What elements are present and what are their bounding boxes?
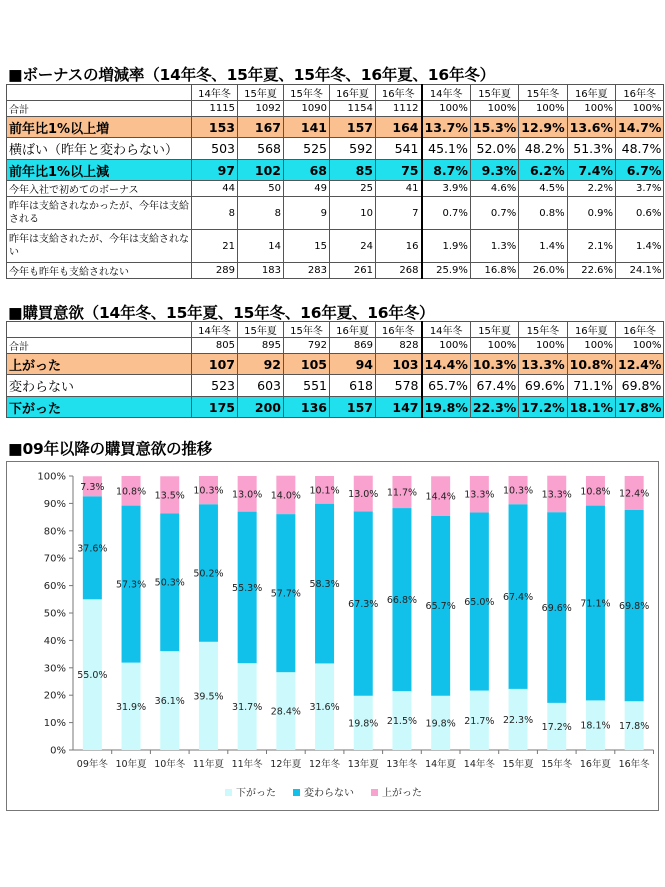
table-cell: 1092 [238,101,284,117]
column-header: 14年冬 [192,85,238,101]
table-cell: 618 [330,375,376,397]
table-cell: 805 [192,338,238,354]
table-cell: 24.1% [616,263,664,279]
column-header: 14年冬 [192,322,238,338]
column-header: 15年冬 [519,322,567,338]
table-cell: 12.9% [519,117,567,138]
table-cell: 14 [238,230,284,263]
table-header-row [7,322,664,338]
table-cell: 48.7% [616,138,664,160]
column-header: 16年夏 [567,85,615,101]
table-cell: 10.3% [470,354,518,375]
data-label: 10.3% [502,485,534,497]
table-cell: 1112 [376,101,422,117]
data-label: 19.8% [425,718,456,730]
y-tick-label: 10% [43,718,66,730]
table-cell: 15.3% [470,117,518,138]
data-label: 10.8% [580,486,611,498]
data-label: 14.0% [270,490,301,502]
table-cell: 164 [376,117,422,138]
data-label: 28.4% [270,706,301,718]
data-label: 39.5% [193,691,224,703]
table-cell: 578 [376,375,422,397]
legend-label: 変わらない [304,788,354,799]
table-row [7,354,664,375]
table-cell: 67.4% [470,375,518,397]
x-tick-label: 12年夏 [270,759,302,770]
data-label: 65.0% [464,596,495,608]
y-tick-label: 80% [43,526,66,538]
x-tick-label: 14年冬 [463,759,495,770]
data-label: 22.3% [502,714,534,726]
table-header-row [7,85,664,101]
x-tick-label: 10年夏 [115,759,147,770]
table-cell: 175 [192,397,238,418]
table-cell: 3.7% [616,181,664,197]
data-label: 71.1% [580,598,611,610]
table-cell: 157 [330,117,376,138]
column-header: 16年冬 [616,322,664,338]
table-cell: 45.1% [422,138,471,160]
x-tick-label: 11年冬 [231,759,263,770]
bonus-table [6,84,664,279]
table-cell: 1090 [284,101,330,117]
x-tick-label: 15年冬 [541,759,573,770]
data-label: 67.4% [502,592,534,604]
table-cell: 2.2% [567,181,615,197]
y-tick-label: 40% [43,635,66,647]
table-cell: 105 [284,354,330,375]
data-label: 36.1% [154,696,185,708]
x-tick-label: 13年夏 [347,759,379,770]
data-label: 66.8% [386,595,418,607]
column-header: 15年夏 [238,85,284,101]
table-cell: 568 [238,138,284,160]
table-cell: 15 [284,230,330,263]
data-label: 11.7% [386,487,418,499]
table-cell: 0.7% [422,197,471,230]
data-label: 10.1% [309,485,340,497]
table-cell: 541 [376,138,422,160]
table-cell: 100% [470,101,518,117]
table-cell: 6.2% [519,160,567,181]
table-cell: 100% [422,338,471,354]
data-label: 21.5% [386,716,418,728]
table-cell: 153 [192,117,238,138]
column-header: 15年夏 [470,322,518,338]
table-cell: 8.7% [422,160,471,181]
data-label: 13.5% [154,490,185,502]
table-cell: 603 [238,375,284,397]
table-cell: 16.8% [470,263,518,279]
table-row [7,375,664,397]
column-header: 15年夏 [470,85,518,101]
table-cell: 3.9% [422,181,471,197]
table-cell: 1154 [330,101,376,117]
x-tick-label: 13年冬 [386,759,418,770]
column-header: 15年冬 [284,322,330,338]
column-header: 16年冬 [376,85,422,101]
data-label: 18.1% [580,720,611,732]
table-cell: 65.7% [422,375,471,397]
data-label: 19.8% [348,718,379,730]
table-row [7,197,664,230]
y-tick-label: 90% [43,498,66,510]
data-label: 17.8% [619,721,650,733]
x-tick-label: 11年夏 [192,759,224,770]
x-tick-label: 16年冬 [618,759,650,770]
table-cell: 828 [376,338,422,354]
table-cell: 13.3% [519,354,567,375]
column-header: 15年夏 [238,322,284,338]
table-cell: 136 [284,397,330,418]
table-cell: 6.7% [616,160,664,181]
purchase-title: ■購買意欲（14年冬、15年夏、15年冬、16年夏、16年冬） [8,304,435,322]
table-cell: 71.1% [567,375,615,397]
table-cell: 26.0% [519,263,567,279]
table-cell: 4.5% [519,181,567,197]
table-cell: 97 [192,160,238,181]
table-cell: 18.1% [567,397,615,418]
table-cell: 107 [192,354,238,375]
row-label: 今年入社で初めてのボーナス [7,181,192,197]
data-label: 69.8% [619,601,650,613]
row-label: 昨年は支給されなかったが、今年は支給される [7,197,192,230]
x-tick-label: 12年冬 [309,759,341,770]
table-cell: 9 [284,197,330,230]
legend-swatch [293,789,300,796]
table-cell: 261 [330,263,376,279]
header-corner [7,322,192,338]
row-label: 今年も昨年も支給されない [7,263,192,279]
data-label: 31.9% [115,701,147,713]
table-cell: 1.4% [616,230,664,263]
table-cell: 22.3% [470,397,518,418]
data-label: 13.3% [464,489,495,501]
table-cell: 24 [330,230,376,263]
data-label: 65.7% [425,601,456,613]
table-cell: 17.8% [616,397,664,418]
table-cell: 167 [238,117,284,138]
table-cell: 14.7% [616,117,664,138]
table-cell: 200 [238,397,284,418]
table-cell: 100% [519,338,567,354]
table-cell: 44 [192,181,238,197]
table-row [7,181,664,197]
data-label: 13.3% [541,489,572,501]
table-cell: 12.4% [616,354,664,375]
table-cell: 8 [192,197,238,230]
trend-chart-svg [7,462,658,810]
table-cell: 0.9% [567,197,615,230]
data-label: 58.3% [309,579,340,591]
bonus-title: ■ボーナスの増減率（14年冬、15年夏、15年冬、16年夏、16年冬） [8,66,495,84]
table-cell: 17.2% [519,397,567,418]
table-cell: 157 [330,397,376,418]
y-tick-label: 20% [43,690,66,702]
row-label: 合計 [7,338,192,354]
y-tick-label: 0% [50,745,66,757]
table-cell: 94 [330,354,376,375]
table-cell: 100% [616,101,664,117]
table-cell: 48.2% [519,138,567,160]
table-cell: 49 [284,181,330,197]
table-cell: 1.3% [470,230,518,263]
table-cell: 503 [192,138,238,160]
table-cell: 183 [238,263,284,279]
table-cell: 792 [284,338,330,354]
x-tick-label: 09年冬 [76,759,108,770]
table-cell: 100% [567,338,615,354]
table-cell: 283 [284,263,330,279]
data-label: 55.0% [77,670,108,682]
data-label: 14.4% [425,491,456,503]
data-label: 67.3% [348,599,379,611]
table-cell: 1115 [192,101,238,117]
data-label: 57.7% [270,588,301,600]
table-cell: 147 [376,397,422,418]
data-label: 31.6% [309,702,340,714]
table-cell: 41 [376,181,422,197]
data-label: 13.0% [348,489,379,501]
table-cell: 14.4% [422,354,471,375]
legend-swatch [225,789,232,796]
data-label: 7.3% [80,481,105,493]
table-row [7,338,664,354]
table-cell: 9.3% [470,160,518,181]
data-label: 13.0% [232,489,263,501]
table-cell: 0.8% [519,197,567,230]
trend-chart [6,461,659,811]
data-label: 57.3% [115,579,147,591]
table-row [7,263,664,279]
purchase-table [6,321,664,418]
table-cell: 1.4% [519,230,567,263]
table-cell: 51.3% [567,138,615,160]
table-cell: 4.6% [470,181,518,197]
table-cell: 10 [330,197,376,230]
table-cell: 52.0% [470,138,518,160]
table-cell: 0.6% [616,197,664,230]
table-cell: 289 [192,263,238,279]
table-cell: 25 [330,181,376,197]
table-row [7,230,664,263]
table-cell: 7 [376,197,422,230]
data-label: 37.6% [77,543,108,555]
x-tick-label: 10年冬 [154,759,186,770]
data-label: 21.7% [464,715,495,727]
table-cell: 10.8% [567,354,615,375]
table-cell: 551 [284,375,330,397]
table-cell: 25.9% [422,263,471,279]
row-label: 横ばい（昨年と変わらない） [7,138,192,160]
table-cell: 103 [376,354,422,375]
table-row [7,101,664,117]
table-cell: 16 [376,230,422,263]
table-cell: 69.6% [519,375,567,397]
row-label: 合計 [7,101,192,117]
table-row [7,117,664,138]
data-label: 55.3% [232,582,263,594]
row-label: 下がった [7,397,192,418]
table-cell: 75 [376,160,422,181]
column-header: 16年冬 [616,85,664,101]
table-cell: 50 [238,181,284,197]
data-label: 50.2% [193,568,224,580]
table-cell: 19.8% [422,397,471,418]
table-cell: 8 [238,197,284,230]
table-cell: 592 [330,138,376,160]
row-label: 変わらない [7,375,192,397]
column-header: 14年冬 [422,85,471,101]
table-cell: 2.1% [567,230,615,263]
data-label: 10.8% [115,486,147,498]
table-cell: 102 [238,160,284,181]
trend-title: ■09年以降の購買意欲の推移 [8,440,212,458]
table-cell: 21 [192,230,238,263]
row-label: 前年比1%以上減 [7,160,192,181]
table-cell: 7.4% [567,160,615,181]
table-row [7,138,664,160]
table-cell: 69.8% [616,375,664,397]
data-label: 31.7% [232,702,263,714]
table-row [7,397,664,418]
data-label: 50.3% [154,577,185,589]
column-header: 16年夏 [567,322,615,338]
data-label: 10.3% [193,485,224,497]
table-cell: 13.6% [567,117,615,138]
legend-label: 上がった [382,788,422,799]
row-label: 上がった [7,354,192,375]
table-cell: 92 [238,354,284,375]
table-cell: 85 [330,160,376,181]
y-tick-label: 50% [43,608,66,620]
table-cell: 100% [422,101,471,117]
y-tick-label: 100% [37,471,66,483]
column-header: 14年冬 [422,322,471,338]
column-header: 16年冬 [376,322,422,338]
header-corner [7,85,192,101]
legend-label: 下がった [236,788,276,799]
y-tick-label: 70% [43,553,66,565]
x-tick-label: 15年夏 [502,759,534,770]
table-cell: 100% [470,338,518,354]
column-header: 15年冬 [519,85,567,101]
row-label: 昨年は支給されたが、今年は支給されない [7,230,192,263]
data-label: 12.4% [619,488,650,500]
table-cell: 869 [330,338,376,354]
table-cell: 895 [238,338,284,354]
table-cell: 268 [376,263,422,279]
table-cell: 22.6% [567,263,615,279]
legend-swatch [371,789,378,796]
table-cell: 141 [284,117,330,138]
table-cell: 100% [567,101,615,117]
table-cell: 68 [284,160,330,181]
y-tick-label: 30% [43,663,66,675]
table-cell: 0.7% [470,197,518,230]
column-header: 15年冬 [284,85,330,101]
column-header: 16年夏 [330,322,376,338]
table-cell: 1.9% [422,230,471,263]
column-header: 16年夏 [330,85,376,101]
data-label: 69.6% [541,603,572,615]
table-cell: 523 [192,375,238,397]
table-cell: 525 [284,138,330,160]
data-label: 17.2% [541,721,572,733]
table-cell: 100% [519,101,567,117]
table-row [7,160,664,181]
x-tick-label: 16年夏 [579,759,611,770]
row-label: 前年比1%以上増 [7,117,192,138]
y-tick-label: 60% [43,581,66,593]
table-cell: 100% [616,338,664,354]
x-tick-label: 14年夏 [425,759,457,770]
table-cell: 13.7% [422,117,471,138]
